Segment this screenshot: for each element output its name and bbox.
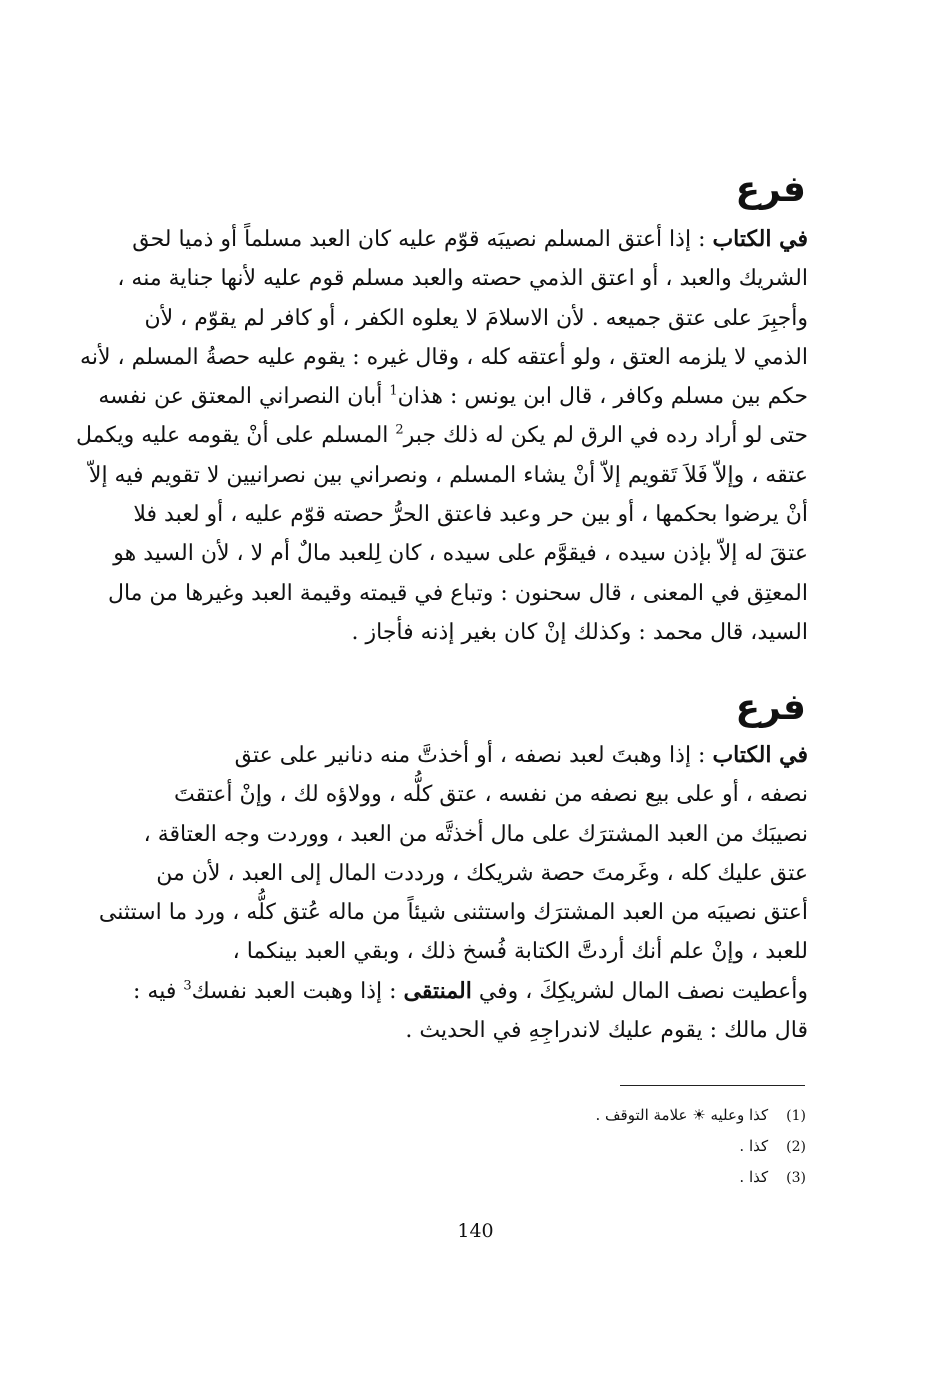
text-line: وأجبِرَ على عتق جميعه . لأن الاسلامَ لا يعلوه الكفر ، أو كافر لم يقوّم ، لأن bbox=[144, 305, 808, 331]
text-line: وأعطيت نصف المال لشريكِكَ ، وفي المنتقى : إذا وهبت العبد نفسك$^3$ فيه : bbox=[133, 977, 808, 1004]
text-line: للعبد ، وإنْ علم أنك أردتَّ الكتابة فُسخ ذلك ، وبقي العبد بينكما ، bbox=[232, 939, 808, 965]
text-line: أعتق نصيبَه من العبد المشترَك واستثنى شيئاً من ماله عُتق كلُّه ، ورد ما استثنى bbox=[98, 900, 808, 926]
text-line: عتقه ، وإلاّ فَلاَ تَقويم إلاّ أنْ يشاء المسلم ، ونصراني بين نصرانيين لا تقويم فيه إلاّ bbox=[88, 462, 808, 488]
text-line: في الكتاب : إذا أعتق المسلم نصيبَه قوّم عليه كان العبد مسلماً أو ذميا لحق bbox=[132, 226, 808, 252]
book-title-emphasis: المنتقى bbox=[403, 977, 472, 1004]
footnote-item bbox=[406, 1131, 806, 1162]
footnote-ref[interactable]: 2 bbox=[395, 423, 404, 439]
footnote-text: كذا . bbox=[739, 1168, 769, 1186]
text-line: المعتِق في المعنى ، قال سحنون : وتباع في قيمته وقيمة العبد وغيرها من مال bbox=[107, 580, 808, 606]
text-line: حتى لو أراد رده في الرق لم يكن له ذلك جبر$^2$ المسلم على أنْ يقومه عليه ويكمل bbox=[76, 423, 808, 449]
text-line: حكم بين مسلم وكافر ، قال ابن يونس : هذان$^1$ أبان النصراني المعتق عن نفسه bbox=[98, 383, 808, 410]
section-heading-2: فرع bbox=[735, 687, 806, 728]
section-paragraph-2 bbox=[98, 736, 808, 1050]
footnote-number: (2) bbox=[786, 1139, 806, 1155]
text-line: عتقَ له إلاّ بإذن سيده ، فيقوَّم على سيده ، كان لِلعبد مالٌ أم لا ، لأن السيد هو bbox=[113, 541, 808, 567]
footnote-text: كذا وعليه ☀ علامة التوقف . bbox=[595, 1106, 769, 1124]
text-line: السيد، قال محمد : وكذلك إنْ كان بغير إذنه فأجاز . bbox=[351, 619, 808, 645]
section-heading-1: فرع bbox=[735, 169, 806, 210]
text-line: أنْ يرضوا بحكمها ، أو بين حر وعبد فاعتق الحرُّ حصته قوّم عليه ، أو لعبد فلا bbox=[133, 502, 808, 528]
footnote-item bbox=[406, 1100, 806, 1131]
text-line: الشريك والعبد ، أو اعتق الذمي حصته والعبد مسلم قوم عليه لأنها جناية منه ، bbox=[117, 266, 808, 292]
section-paragraph-1 bbox=[76, 220, 808, 652]
footnote-item bbox=[406, 1162, 806, 1193]
footnote-number: (3) bbox=[786, 1170, 806, 1186]
footnote-text: كذا . bbox=[739, 1137, 769, 1155]
text-line: الذمي لا يلزمه العتق ، ولو أعتقه كله ، وقال غيره : يقوم عليه حصةُ المسلم ، لأنه bbox=[80, 344, 808, 370]
text-line: نصيبَك من العبد المشترَك على مال أخذتَّه من العبد ، ووردت وجه العتاقة ، bbox=[143, 821, 808, 847]
page-number: 140 bbox=[457, 1220, 494, 1242]
text-line: في الكتاب : إذا وهبتَ لعبد نصفه ، أو أخذتَّ منه دنانير على عتق bbox=[234, 742, 808, 768]
footnote-number: (1) bbox=[786, 1108, 806, 1124]
text-line: قال مالك : يقوم عليك لاندراجِهِ في الحديث . bbox=[405, 1018, 808, 1044]
lead-phrase: في الكتاب bbox=[712, 742, 808, 768]
footnote-ref[interactable]: 3 bbox=[183, 978, 192, 994]
footnotes bbox=[406, 1100, 806, 1193]
footnote-ref[interactable]: 1 bbox=[389, 383, 398, 399]
lead-phrase: في الكتاب bbox=[712, 226, 808, 252]
footnote-separator bbox=[620, 1085, 805, 1086]
text-line: نصفه ، أو على بيع نصفه من نفسه ، عتق كلُّه ، وولاؤه لك ، وإنْ أعتقتَ bbox=[173, 782, 808, 808]
text-line: عتق عليك كله ، وغَرمتَ حصة شريكك ، ورددت المال إلى العبد ، لأن من bbox=[156, 860, 808, 886]
